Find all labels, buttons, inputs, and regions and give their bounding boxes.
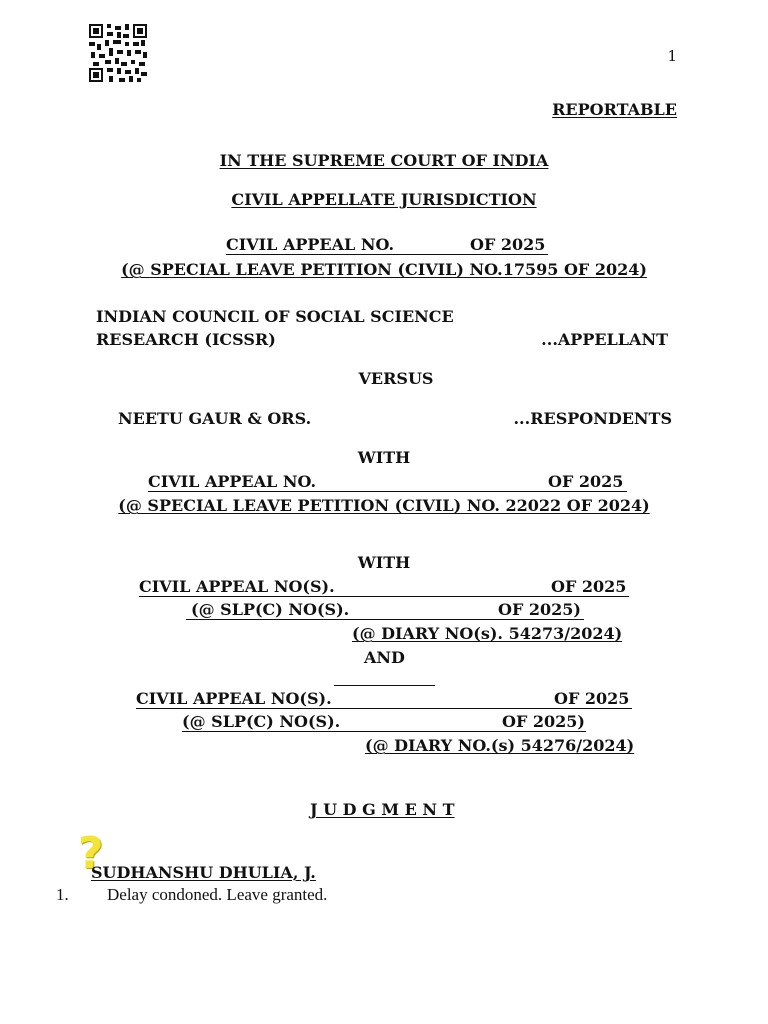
slp-1: (@ SPECIAL LEAVE PETITION (CIVIL) NO.17595 OF 2024) (121, 260, 647, 279)
respondent-name: NEETU GAUR & ORS. (118, 409, 312, 428)
appellant-name-line1: INDIAN COUNCIL OF SOCIAL SCIENCE (96, 307, 454, 326)
civil-appeal-1-underline (226, 254, 548, 255)
paragraph-number: 1. (56, 885, 69, 904)
diary-3: (@ DIARY NO(s). 54273/2024) (352, 624, 623, 643)
civil-appeal-2-underline (148, 491, 627, 492)
with-label-2: WITH (357, 553, 411, 572)
civil-appeal-3-underline (139, 596, 629, 597)
slp-3-left: (@ SLP(C) NO(S). (191, 600, 350, 619)
civil-appeal-2-right: OF 2025 (548, 472, 624, 491)
civil-appeal-4-underline (136, 708, 632, 709)
slp-4-right: OF 2025) (502, 712, 585, 731)
slp-2: (@ SPECIAL LEAVE PETITION (CIVIL) NO. 22022 OF 2024) (118, 496, 650, 515)
civil-appeal-4-right: OF 2025 (554, 689, 630, 708)
judge-name: SUDHANSHU DHULIA, J. (91, 863, 316, 882)
appellant-role: ...APPELLANT (541, 330, 668, 349)
appellant-name-line2: RESEARCH (ICSSR) (96, 330, 276, 349)
civil-appeal-3-left: CIVIL APPEAL NO(S). (139, 577, 335, 596)
slp-3-right: OF 2025) (498, 600, 581, 619)
civil-appeal-3-right: OF 2025 (551, 577, 627, 596)
versus-label: VERSUS (358, 369, 434, 388)
civil-appeal-1-left: CIVIL APPEAL NO. (226, 235, 395, 254)
question-mark-icon: ? (78, 828, 104, 879)
and-label: AND (364, 648, 405, 667)
diary-4: (@ DIARY NO.(s) 54276/2024) (365, 736, 635, 755)
civil-appeal-2-left: CIVIL APPEAL NO. (148, 472, 317, 491)
slp-4-underline (182, 731, 586, 732)
civil-appeal-1-right: OF 2025 (470, 235, 546, 254)
slp-3-underline (186, 619, 584, 620)
with-label-1: WITH (357, 448, 411, 467)
jurisdiction-title: CIVIL APPELLATE JURISDICTION (231, 190, 537, 209)
qr-code-icon (89, 23, 147, 83)
judgment-heading: J U D G M E N T (310, 800, 455, 819)
respondent-role: ...RESPONDENTS (513, 409, 672, 428)
court-title: IN THE SUPREME COURT OF INDIA (219, 151, 549, 170)
page-number: 1 (667, 47, 677, 65)
slp-4-left: (@ SLP(C) NO(S). (182, 712, 341, 731)
reportable-label: REPORTABLE (552, 100, 677, 119)
separator-line (334, 685, 435, 686)
civil-appeal-4-left: CIVIL APPEAL NO(S). (136, 689, 332, 708)
paragraph-text: Delay condoned. Leave granted. (107, 885, 328, 904)
